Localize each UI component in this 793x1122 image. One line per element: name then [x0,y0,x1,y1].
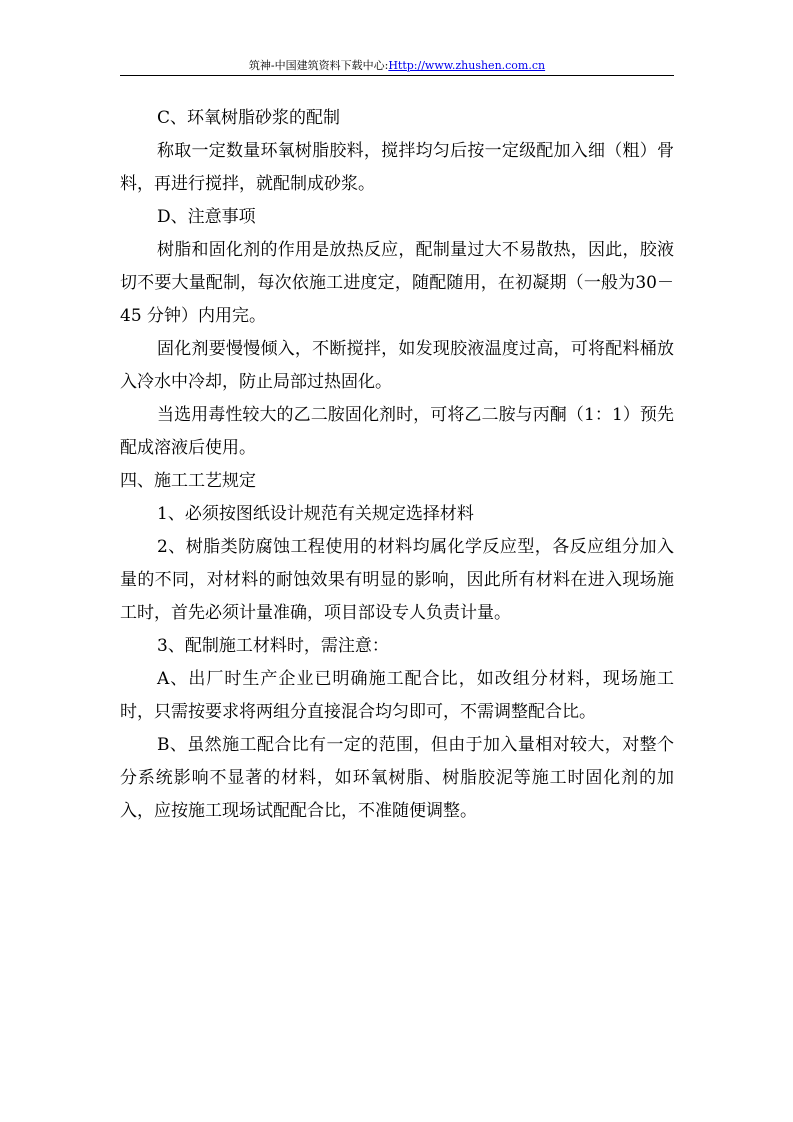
subheading-d: D、注意事项 [157,207,256,227]
list-item-3: 3、配制施工材料时，需注意： [157,636,389,656]
header-site-name: 筑神-中国建筑资料下载中心: [248,59,389,72]
paragraph: 固化剂要慢慢倾入，不断搅拌，如发现胶液温度过高，可将配料桶放入冷水中冷却，防止局部过热固化。 [120,339,674,392]
sub-item-a: A、出厂时生产企业已明确施工配合比，如改组分材料，现场施工时，只需按要求将两组分直接混合均匀即可，不需调整配合比。 [120,669,674,722]
paragraph: 称取一定数量环氧树脂胶料，搅拌均匀后按一定级配加入细（粗）骨料，再进行搅拌，就配制成砂浆。 [120,141,674,194]
document-body [120,102,674,828]
section-heading: 四、施工工艺规定 [120,471,256,491]
sub-item-b: B、虽然施工配合比有一定的范围，但由于加入量相对较大，对整个分系统影响不显著的材料，如环氧树脂、树脂胶泥等施工时固化剂的加入，应按施工现场试配配合比，不准随便调整。 [120,735,674,821]
header-divider [120,75,674,76]
paragraph: 当选用毒性较大的乙二胺固化剂时，可将乙二胺与丙酮（1：1）预先配成溶液后使用。 [120,405,674,458]
list-item-1: 1、必须按图纸设计规范有关规定选择材料 [157,504,474,524]
paragraph: 树脂和固化剂的作用是放热反应，配制量过大不易散热，因此，胶液切不要大量配制，每次依施工进度定，随配随用，在初凝期（一般为30－45 分钟）内用完。 [120,240,674,326]
list-item-2: 2、树脂类防腐蚀工程使用的材料均属化学反应型，各反应组分加入量的不同，对材料的耐蚀效果有明显的影响，因此所有材料在进入现场施工时，首先必须计量准确，项目部设专人负责计量。 [120,537,674,623]
header-site-link[interactable]: Http://www.zhushen.com.cn [388,59,546,72]
subheading-c: C、环氧树脂砂浆的配制 [157,108,341,128]
page-header [120,58,674,74]
